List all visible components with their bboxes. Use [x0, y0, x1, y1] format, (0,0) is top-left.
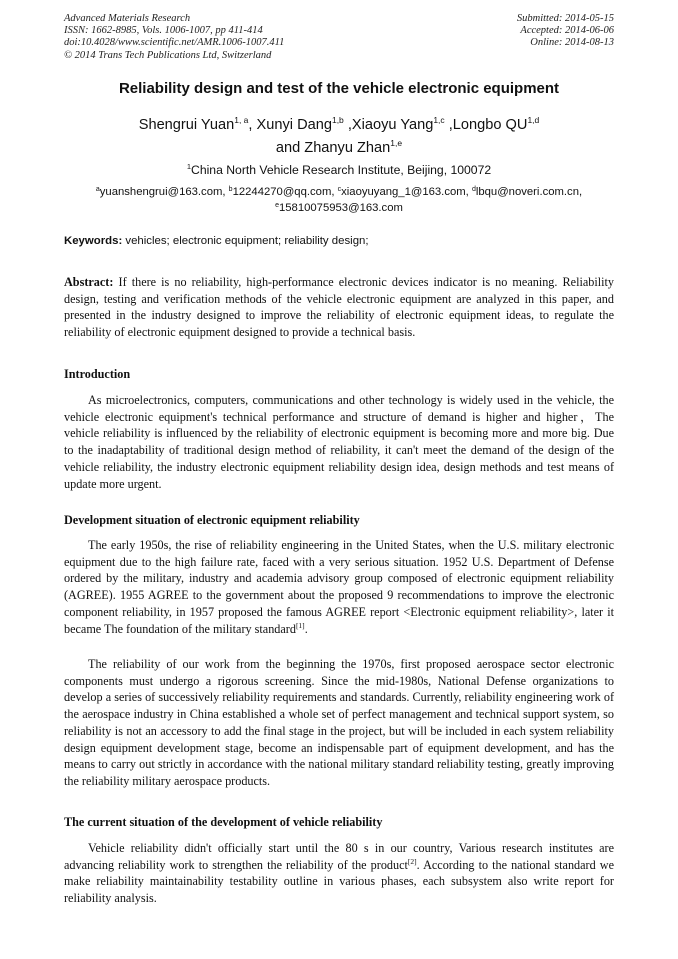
accepted-date: Accepted: 2014-06-06	[520, 25, 614, 37]
affiliation	[64, 163, 614, 177]
author-name: Longbo QU	[452, 117, 528, 133]
submitted-date: Submitted: 2014-05-15	[516, 13, 614, 24]
journal-info	[64, 13, 284, 62]
affiliation-text: China North Vehicle Research Institute, Beijing, 100072	[191, 163, 492, 177]
author-name: Shengrui Yuan	[138, 117, 235, 133]
author-emails	[64, 184, 614, 216]
doi-line: doi:10.4028/www.scientific.net/AMR.1006-1007.411	[64, 37, 285, 49]
paragraph: As microelectronics, computers, communications and other technology is widely used in the vehicle, the vehicle electronic equipment's technical performance and structure of demand is higher and higher，The vehicle reliability is influenced by the reliability of electronic equipment is becoming more and more big. Due to the inadaptability of traditional design method of reliability, it can't meet the demand of the design of the vehicle reliability, the industry electronic equipment reliability design idea, design methods and test means of update more urgent.	[64, 393, 614, 491]
copyright-line: © 2014 Trans Tech Publications Ltd, Switzerland	[64, 49, 272, 61]
author-list	[64, 114, 614, 160]
citation-ref[interactable]: [2]	[407, 856, 417, 866]
author-name: and Zhanyu Zhan	[275, 140, 391, 156]
keywords-text: vehicles; electronic equipment; reliability design;	[122, 235, 369, 247]
email-link[interactable]: yuanshengrui@163.com,	[99, 186, 229, 198]
author-sup: 1,d	[527, 115, 540, 125]
abstract-text: If there is no reliability, high-performance electronic devices indicator is no meaning. Reliability design, testing and verification methods of the vehicle electronic equipment are analyzed in this paper, and presented in the industry designed to improve the reliability of electronic equipment ideas, to regulate the reliability of electronic equipment designed to provide a technical basis.	[64, 275, 614, 340]
online-date: Online: 2014-08-13	[530, 37, 614, 49]
email-link[interactable]: 15810075953@163.com	[278, 202, 403, 214]
keywords-label: Keywords:	[64, 235, 123, 247]
author-sup: 1, a	[234, 115, 249, 125]
author-sup: 1,b	[331, 115, 344, 125]
affiliation-sup: 1	[186, 162, 192, 171]
citation-ref[interactable]: [1]	[295, 620, 305, 630]
paper-title: Reliability design and test of the vehicle electronic equipment	[118, 80, 560, 97]
author-sup: 1,c	[433, 115, 445, 125]
journal-name: Advanced Materials Research	[64, 13, 191, 24]
author-line-1: Shengrui Yuan$^{1, a}$, Xunyi Dang$^{1,b}$ ,Xiaoyu Yang$^{1,c}$ ,Longbo QU$^{1,d}$	[138, 115, 540, 133]
abstract	[64, 274, 614, 341]
author-name: Xiaoyu Yang	[351, 117, 434, 133]
issn-line: ISSN: 1662-8985, Vols. 1006-1007, pp 411-414	[64, 25, 263, 37]
section-heading-development: Development situation of electronic equipment reliability	[64, 513, 360, 527]
paragraph: Vehicle reliability didn't officially start until the 80 s in our country, Various research institutes are advancing reliability work to strengthen the reliability of the product[2]. According to the national standard we make reliability maintainability testability outline in various phases, each subsystem also write report for reliability analysis.	[64, 841, 614, 906]
email-line-2: $^e$15810075953@163.com	[275, 202, 403, 214]
email-line-1: $^a$yuanshengrui@163.com, $^b$12244270@qq.com, $^c$xiaoyuyang_1@163.com, $^d$lbqu@noveri.com.cn,	[95, 186, 583, 198]
keywords	[64, 235, 614, 247]
paragraph: The early 1950s, the rise of reliability engineering in the United States, when the U.S. military electronic equipment due to the high failure rate, faced with a very serious situation. 1952 U.S. Department of Defense ordered by the military, industry and academia advisory group composed of electronic equipment reliability (AGREE). 1955 AGREE to the government about the proposed 9 recommendations to improve the electronic component reliability, in 1957 proposed the famous AGREE report <Electronic equipment reliability>, later it became The foundation of the military standard[1].	[64, 538, 614, 636]
email-link[interactable]: xiaoyuyang_1@163.com,	[341, 186, 472, 198]
author-sup: 1,e	[390, 138, 403, 148]
email-link[interactable]: lbqu@noveri.com.cn,	[475, 186, 583, 198]
author-line-2	[64, 137, 614, 160]
dates-info	[517, 13, 614, 50]
section-heading-current-situation: The current situation of the development of vehicle reliability	[64, 815, 383, 829]
abstract-label: Abstract:	[64, 275, 114, 289]
paragraph: The reliability of our work from the beginning the 1970s, first proposed aerospace sector electronic components must undergo a rigorous screening. Since the mid-1980s, National Defense organizations to develop a series of successively reliability requirements and standards. Currently, reliability engineering work of the aerospace industry in China established a whole set of perfect management and technical support system, so reliability is not an accessory to add the final stage in the project, but will be included in each system reliability design equipment development stage, become an indispensable part of equipment development, and has the means to carry out strictly in accordance with the national military standard reliability testing, greatly improving the reliability military aerospace products.	[64, 657, 614, 788]
author-name: Xunyi Dang	[256, 117, 332, 133]
section-heading-introduction: Introduction	[64, 367, 131, 381]
email-link[interactable]: 12244270@qq.com,	[232, 186, 338, 198]
